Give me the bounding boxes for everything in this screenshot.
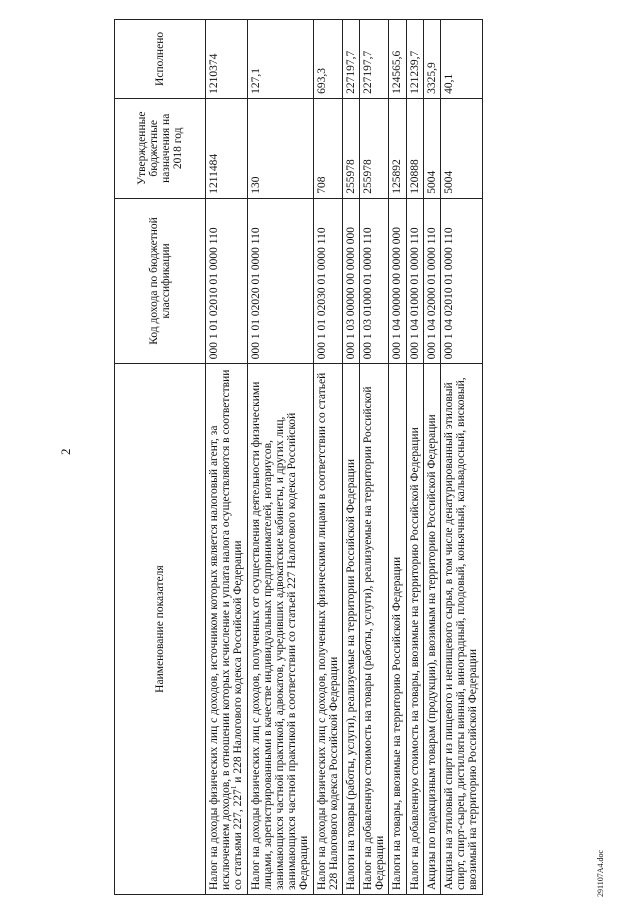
row-approved: 708: [313, 98, 342, 198]
row-code: 000 1 01 02020 01 0000 110: [247, 198, 313, 364]
row-name: Налоги на товары, ввозимые на территорию Российской Федерации: [389, 364, 406, 895]
row-code: 000 1 04 00000 00 0000 000: [389, 198, 406, 364]
row-approved: 5004: [423, 98, 440, 198]
budget-table: [114, 19, 483, 895]
row-name: Налог на доходы физических лиц с доходов, полученных от осуществления деятельности физическими лицами, зарегистрированными в качестве индивидуальных предпринимателей, нотариусов, занимающихся частной практикой, адвокатов, учредивших адвокатские кабинеты, и других лиц, занимающихся частной практикой в соответствии со статьей 227 Налогового кодекса Российской Федерации: [247, 364, 313, 895]
table-row: [441, 20, 483, 895]
row-executed: 693,3: [313, 20, 342, 99]
table-row: [423, 20, 440, 895]
row-approved: 125892: [389, 98, 406, 198]
header-name: Наименование показателя: [115, 364, 206, 895]
page-number: 2: [58, 448, 73, 455]
row-executed: 121239,7: [406, 20, 423, 99]
row-executed: 124565,6: [389, 20, 406, 99]
header-code: Код дохода по бюджетной классификации: [115, 198, 206, 364]
header-executed: Исполнено: [115, 20, 206, 99]
row-executed: 3325,9: [423, 20, 440, 99]
row-name: Налог на добавленную стоимость на товары (работы, услуги), реализуемые на территории Российской Федерации: [360, 364, 389, 895]
row-name: Акцизы по подакцизным товарам (продукции), ввозимым на территорию Российской Федерации: [423, 364, 440, 895]
row-approved: 130: [247, 98, 313, 198]
row-approved: 5004: [441, 98, 483, 198]
file-code: 291107А4.doc: [596, 849, 605, 897]
row-approved: 1211484: [206, 98, 248, 198]
row-name: Налог на добавленную стоимость на товары, ввозимые на территорию Российской Федерации: [406, 364, 423, 895]
row-code: 000 1 03 00000 00 0000 000: [342, 198, 359, 364]
row-code: 000 1 04 02000 01 0000 110: [423, 198, 440, 364]
row-approved: 120888: [406, 98, 423, 198]
row-code: 000 1 03 01000 01 0000 110: [360, 198, 389, 364]
table-row: [389, 20, 406, 895]
header-approved: Утвержденные бюджетные назначения на 2018 год: [115, 98, 206, 198]
row-name: [206, 364, 248, 895]
table-row: [206, 20, 248, 895]
table-header-row: [115, 20, 206, 895]
row-executed: 227197,7: [360, 20, 389, 99]
row-executed: 127,1: [247, 20, 313, 99]
table-row: [247, 20, 313, 895]
superscript: 1: [230, 785, 239, 790]
row-approved: 255978: [342, 98, 359, 198]
row-approved: 255978: [360, 98, 389, 198]
table-row: [406, 20, 423, 895]
row-code: 000 1 04 01000 01 0000 110: [406, 198, 423, 364]
row-code: 000 1 01 02010 01 0000 110: [206, 198, 248, 364]
row-executed: 227197,7: [342, 20, 359, 99]
row-name: Налог на доходы физических лиц с доходов, полученных физическими лицами в соответствии со статьей 228 Налогового кодекса Российской Федерации: [313, 364, 342, 895]
row-name: Акцизы на этиловый спирт из пищевого и непищевого сырья, в том числе денатурированный этиловый спирт, спирт-сырец, дистилляты винный, виноградный, плодовый, коньячный, кальвадосный, висковый, ввозимый на территорию Российской Федерации: [441, 364, 483, 895]
table-row: [342, 20, 359, 895]
table-row: [360, 20, 389, 895]
row-name-part: и 228 Налогового кодекса Российской Федерации: [232, 540, 245, 786]
row-name: Налоги на товары (работы, услуги), реализуемые на территории Российской Федерации: [342, 364, 359, 895]
row-code: 000 1 01 02030 01 0000 110: [313, 198, 342, 364]
row-executed: 40,1: [441, 20, 483, 99]
row-executed: 1210374: [206, 20, 248, 99]
row-name-part: Налог на доходы физических лиц с доходов, источником которых является налоговый агент, за исключением доходов, в отношении которых исчисление и уплата налога осуществляются в соответствии со статьями 227, 227: [208, 369, 245, 890]
table-row: [313, 20, 342, 895]
row-code: 000 1 04 02010 01 0000 110: [441, 198, 483, 364]
